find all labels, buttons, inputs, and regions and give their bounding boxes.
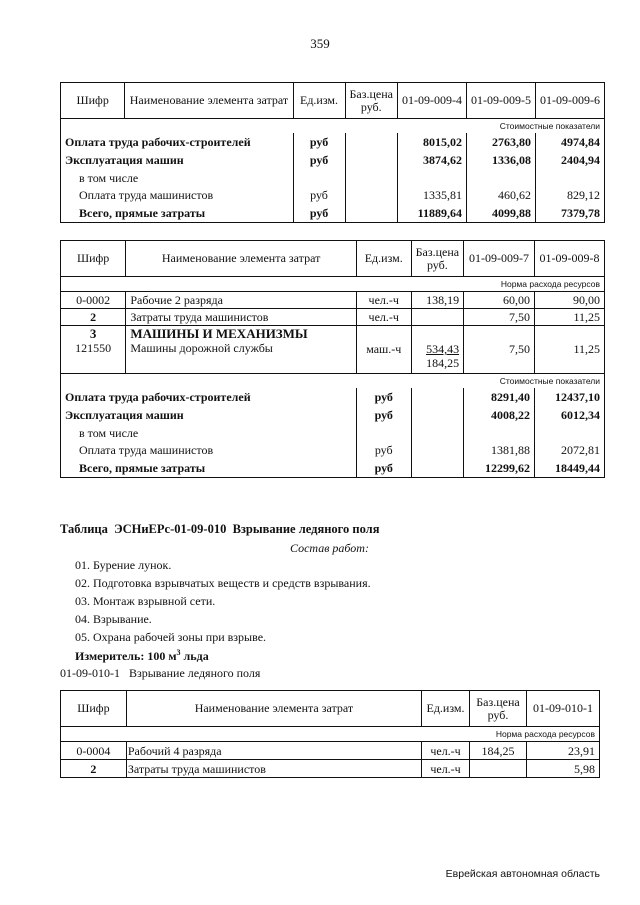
row-name: Машины дорожной службы bbox=[130, 341, 273, 355]
row-unit: руб bbox=[293, 186, 345, 204]
table-row bbox=[61, 204, 605, 222]
cell-value: 12299,62 bbox=[464, 459, 535, 477]
row-price bbox=[470, 760, 527, 778]
row-unit: маш.-ч bbox=[356, 326, 411, 374]
row-price-2: 184,25 bbox=[426, 356, 460, 370]
table-row bbox=[61, 133, 605, 151]
work-item: 01. Бурение лунок. bbox=[75, 558, 172, 572]
col-price: Баз.цена руб. bbox=[345, 83, 397, 119]
table-row bbox=[61, 424, 605, 441]
row-name: Оплата труда рабочих-строителей bbox=[61, 388, 357, 406]
cell-value: 1335,81 bbox=[397, 186, 466, 204]
cell-value: 12437,10 bbox=[534, 388, 604, 406]
row-name: Оплата труда машинистов bbox=[61, 186, 294, 204]
col-name: Наименование элемента затрат bbox=[126, 691, 421, 727]
row-name: Эксплуатация машин bbox=[61, 151, 294, 169]
cell-value: 18449,44 bbox=[534, 459, 604, 477]
table-row bbox=[61, 292, 605, 309]
meter-prefix: Измеритель: 100 м bbox=[75, 649, 177, 663]
cell-value: 4974,84 bbox=[535, 133, 604, 151]
cell-value: 7,50 bbox=[464, 326, 535, 374]
row-code: 3 bbox=[89, 326, 97, 341]
section-heading: МАШИНЫ И МЕХАНИЗМЫ bbox=[130, 326, 308, 341]
cell-value: 7379,78 bbox=[535, 204, 604, 222]
cell-value: 11,25 bbox=[534, 326, 604, 374]
cell-value: 1336,08 bbox=[466, 151, 535, 169]
cell-value: 6012,34 bbox=[534, 406, 604, 424]
table-row bbox=[61, 441, 605, 459]
row-unit: чел.-ч bbox=[422, 760, 470, 778]
row-name: Всего, прямые затраты bbox=[61, 204, 294, 222]
meter bbox=[75, 648, 209, 664]
row-name: Эксплуатация машин bbox=[61, 406, 357, 424]
cell-value: 23,91 bbox=[526, 742, 599, 760]
item-title: 01-09-010-1 Взрывание ледяного поля bbox=[60, 666, 261, 680]
row-code: 0-0004 bbox=[61, 742, 127, 760]
table-row bbox=[61, 459, 605, 477]
footer: Еврейская автономная область bbox=[445, 868, 600, 880]
row-unit: руб bbox=[356, 459, 411, 477]
cost-label: Стоимостные показатели bbox=[464, 374, 605, 389]
cell-value: 11889,64 bbox=[397, 204, 466, 222]
col-code-2: 01-09-009-8 bbox=[534, 241, 604, 277]
col-code: Шифр bbox=[61, 691, 127, 727]
row-unit: руб bbox=[356, 388, 411, 406]
work-item: 05. Охрана рабочей зоны при взрыве. bbox=[75, 630, 267, 644]
works-title: Состав работ: bbox=[290, 541, 369, 555]
table-header bbox=[61, 241, 605, 277]
work-item: 02. Подготовка взрывчатых веществ и средств взрывания. bbox=[75, 576, 371, 590]
row-code: 0-0002 bbox=[61, 292, 126, 309]
col-code: Шифр bbox=[61, 241, 126, 277]
cell-value: 7,50 bbox=[464, 309, 535, 326]
table-row bbox=[61, 309, 605, 326]
cell-value: 8015,02 bbox=[397, 133, 466, 151]
row-unit: чел.-ч bbox=[356, 309, 411, 326]
row-unit: чел.-ч bbox=[356, 292, 411, 309]
col-price: Баз.цена руб. bbox=[411, 241, 463, 277]
cell-value: 4008,22 bbox=[464, 406, 535, 424]
cell-value: 2404,94 bbox=[535, 151, 604, 169]
row-name: Всего, прямые затраты bbox=[61, 459, 357, 477]
col-unit: Ед.изм. bbox=[293, 83, 345, 119]
row-unit: чел.-ч bbox=[422, 742, 470, 760]
row-unit: руб bbox=[356, 441, 411, 459]
table-header bbox=[61, 83, 605, 119]
cell-value: 460,62 bbox=[466, 186, 535, 204]
row-name: Затраты труда машинистов bbox=[126, 760, 421, 778]
col-unit: Ед.изм. bbox=[422, 691, 470, 727]
row-price: 184,25 bbox=[470, 742, 527, 760]
table-row bbox=[61, 388, 605, 406]
cell-value: 5,98 bbox=[526, 760, 599, 778]
work-item: 04. Взрывание. bbox=[75, 612, 152, 626]
row-price: 534,43 bbox=[426, 342, 460, 356]
table-3 bbox=[60, 690, 600, 778]
row-unit: руб bbox=[293, 133, 345, 151]
cell-value: 4099,88 bbox=[466, 204, 535, 222]
row-code: 2 bbox=[61, 760, 127, 778]
col-code-1: 01-09-009-7 bbox=[464, 241, 535, 277]
col-name: Наименование элемента затрат bbox=[125, 83, 293, 119]
table-row bbox=[61, 169, 605, 186]
row-name: в том числе bbox=[61, 169, 294, 186]
cell-value: 2072,81 bbox=[534, 441, 604, 459]
col-code-1: 01-09-009-4 bbox=[397, 83, 466, 119]
table-row bbox=[61, 760, 600, 778]
row-price bbox=[411, 309, 463, 326]
table-header bbox=[61, 691, 600, 727]
work-item: 03. Монтаж взрывной сети. bbox=[75, 594, 216, 608]
col-name: Наименование элемента затрат bbox=[126, 241, 357, 277]
page-number: 359 bbox=[310, 36, 330, 51]
col-price: Баз.цена руб. bbox=[470, 691, 527, 727]
cell-value: 1381,88 bbox=[464, 441, 535, 459]
cost-label: Стоимостные показатели bbox=[397, 119, 604, 134]
table-row bbox=[61, 742, 600, 760]
cell-value: 3874,62 bbox=[397, 151, 466, 169]
row-code: 121550 bbox=[75, 341, 112, 355]
norm-label: Норма расхода ресурсов bbox=[464, 277, 605, 292]
table-row bbox=[61, 406, 605, 424]
row-unit: руб bbox=[293, 204, 345, 222]
cell-value: 11,25 bbox=[534, 309, 604, 326]
row-name: Рабочие 2 разряда bbox=[126, 292, 357, 309]
row-name: Оплата труда машинистов bbox=[61, 441, 357, 459]
col-code-2: 01-09-009-5 bbox=[466, 83, 535, 119]
norm-label: Норма расхода ресурсов bbox=[470, 727, 600, 742]
col-code: Шифр bbox=[61, 83, 125, 119]
row-unit: руб bbox=[293, 151, 345, 169]
cell-value: 90,00 bbox=[534, 292, 604, 309]
cell-value: 829,12 bbox=[535, 186, 604, 204]
row-code: 2 bbox=[61, 309, 126, 326]
row-price: 138,19 bbox=[411, 292, 463, 309]
section-title: Таблица ЭСНиЕРс-01-09-010 Взрывание ледяного поля bbox=[60, 522, 380, 536]
col-code-1: 01-09-010-1 bbox=[526, 691, 599, 727]
meter-suffix: льда bbox=[180, 649, 209, 663]
table-1 bbox=[60, 82, 605, 223]
table-row bbox=[61, 186, 605, 204]
row-name: в том числе bbox=[61, 424, 357, 441]
cell-value: 2763,80 bbox=[466, 133, 535, 151]
cell-value: 8291,40 bbox=[464, 388, 535, 406]
table-row bbox=[61, 326, 605, 374]
row-name: Затраты труда машинистов bbox=[126, 309, 357, 326]
meter-sup: 3 bbox=[176, 648, 181, 657]
table-row bbox=[61, 151, 605, 169]
row-unit: руб bbox=[356, 406, 411, 424]
cell-value: 60,00 bbox=[464, 292, 535, 309]
col-unit: Ед.изм. bbox=[356, 241, 411, 277]
row-name: Рабочий 4 разряда bbox=[126, 742, 421, 760]
table-2 bbox=[60, 240, 605, 478]
row-name: Оплата труда рабочих-строителей bbox=[61, 133, 294, 151]
col-code-3: 01-09-009-6 bbox=[535, 83, 604, 119]
